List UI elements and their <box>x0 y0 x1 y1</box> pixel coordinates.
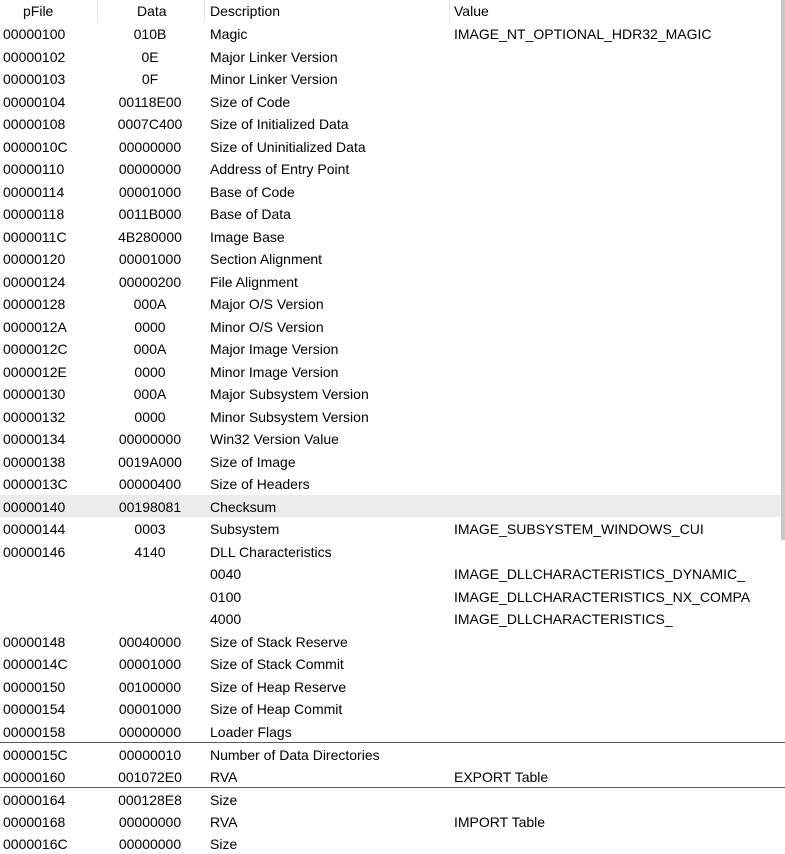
data-cell: 0003 <box>134 521 166 537</box>
description-cell: Major Subsystem Version <box>210 386 369 402</box>
table-row[interactable] <box>0 225 785 248</box>
description-cell: Checksum <box>210 498 277 515</box>
data-cell: 00000000 <box>118 813 182 830</box>
table-row[interactable] <box>0 720 785 743</box>
table-row[interactable] <box>0 202 785 225</box>
table-body <box>0 22 785 854</box>
data-cell: 0011B000 <box>118 206 182 222</box>
table-row[interactable] <box>0 427 785 450</box>
data-cell: 010B <box>133 26 167 42</box>
data-cell: 00040000 <box>118 633 182 650</box>
pfile-cell: 0000012C <box>3 341 68 357</box>
data-cell: 00000000 <box>118 723 182 740</box>
data-cell: 00118E00 <box>118 93 182 110</box>
data-cell: 0007C400 <box>117 116 183 132</box>
description-cell: Magic <box>210 26 248 42</box>
data-cell: 00001000 <box>118 701 182 717</box>
description-cell: Base of Code <box>210 183 295 200</box>
column-header <box>0 0 785 22</box>
pfile-cell: 00000102 <box>3 48 66 65</box>
pfile-cell: 00000164 <box>3 792 66 808</box>
pfile-cell: 00000110 <box>3 161 65 177</box>
table-row[interactable] <box>0 787 785 810</box>
column-header-data[interactable]: Data <box>137 3 167 19</box>
description-cell: RVA <box>210 768 238 785</box>
data-cell: 0000 <box>134 318 166 335</box>
value-cell: IMAGE_DLLCHARACTERISTICS_DYNAMIC_ <box>454 566 745 582</box>
data-cell: 000128E8 <box>118 792 182 808</box>
pfile-cell: 00000103 <box>3 71 66 87</box>
table-row[interactable] <box>0 382 785 405</box>
pfile-cell: 00000128 <box>3 296 66 312</box>
value-cell: EXPORT Table <box>454 768 549 785</box>
table-row[interactable] <box>0 360 785 383</box>
vertical-scrollbar[interactable] <box>781 0 785 540</box>
column-divider[interactable] <box>204 0 205 22</box>
pfile-cell: 00000108 <box>3 116 66 132</box>
description-cell: 4000 <box>210 611 242 627</box>
description-cell: Size of Stack Commit <box>210 656 344 672</box>
pfile-cell: 0000014C <box>3 656 68 672</box>
value-cell: IMAGE_NT_OPTIONAL_HDR32_MAGIC <box>454 26 712 42</box>
pfile-cell: 0000016C <box>3 836 68 852</box>
value-cell: IMAGE_SUBSYSTEM_WINDOWS_CUI <box>454 521 704 537</box>
pfile-cell: 00000146 <box>3 543 66 560</box>
pfile-cell: 00000130 <box>3 386 66 402</box>
pfile-cell: 0000011C <box>3 228 67 245</box>
table-row[interactable] <box>0 517 785 540</box>
table-row[interactable] <box>0 675 785 698</box>
description-cell: Minor Subsystem Version <box>210 408 369 425</box>
table-row[interactable] <box>0 810 785 833</box>
data-cell: 000A <box>133 341 167 357</box>
data-cell: 00000000 <box>118 161 182 177</box>
table-row[interactable] <box>0 630 785 653</box>
data-cell: 4140 <box>134 543 166 560</box>
table-row[interactable] <box>0 270 785 293</box>
description-cell: File Alignment <box>210 273 298 290</box>
pfile-cell: 00000100 <box>3 26 66 42</box>
description-cell: Size of Stack Reserve <box>210 633 348 650</box>
pfile-cell: 00000158 <box>3 723 66 740</box>
description-cell: DLL Characteristics <box>210 543 332 560</box>
description-cell: Subsystem <box>210 521 280 537</box>
data-cell: 00000200 <box>118 273 182 290</box>
table-row[interactable] <box>0 22 785 45</box>
pfile-cell: 0000010C <box>3 138 68 155</box>
pfile-cell: 00000160 <box>3 768 66 785</box>
pfile-cell: 00000118 <box>3 206 65 222</box>
table-row[interactable] <box>0 607 785 630</box>
table-row[interactable] <box>0 540 785 563</box>
description-cell: 0040 <box>210 566 242 582</box>
table-row[interactable] <box>0 562 785 585</box>
table-row[interactable] <box>0 742 785 765</box>
data-cell: 00000010 <box>118 747 182 763</box>
data-cell: 00001000 <box>118 656 182 672</box>
table-row[interactable] <box>0 832 785 854</box>
description-cell: Image Base <box>210 228 285 245</box>
column-header-pfile[interactable]: pFile <box>23 3 54 19</box>
table-row[interactable] <box>0 45 785 68</box>
data-cell: 00000000 <box>118 138 182 155</box>
data-cell: 00000000 <box>118 431 182 447</box>
table-row[interactable] <box>0 405 785 428</box>
data-cell: 001072E0 <box>118 768 182 785</box>
pfile-cell: 00000134 <box>3 431 66 447</box>
column-divider[interactable] <box>97 0 98 22</box>
value-cell: IMAGE_DLLCHARACTERISTICS_NX_COMPA <box>454 588 751 605</box>
description-cell: Major O/S Version <box>210 296 324 312</box>
pfile-cell: 00000150 <box>3 678 66 695</box>
description-cell: Size <box>210 836 238 852</box>
table-row[interactable] <box>0 157 785 180</box>
data-cell: 4B280000 <box>118 228 182 245</box>
table-row[interactable] <box>0 697 785 720</box>
table-row[interactable] <box>0 292 785 315</box>
table-row[interactable] <box>0 67 785 90</box>
description-cell: Size of Uninitialized Data <box>210 138 366 155</box>
table-row[interactable] <box>0 90 785 113</box>
description-cell: Section Alignment <box>210 251 323 267</box>
pfile-cell: 0000012A <box>3 318 67 335</box>
table-row[interactable] <box>0 112 785 135</box>
table-row[interactable] <box>0 450 785 473</box>
table-row[interactable] <box>0 472 785 495</box>
value-cell: IMAGE_DLLCHARACTERISTICS_ <box>454 611 673 627</box>
description-cell: Address of Entry Point <box>210 161 350 177</box>
data-cell: 000A <box>133 296 167 312</box>
pfile-cell: 0000012E <box>3 363 67 380</box>
value-cell: IMPORT Table <box>454 813 546 830</box>
pfile-cell: 0000013C <box>3 476 68 492</box>
pfile-cell: 00000104 <box>3 93 66 110</box>
data-cell: 0000 <box>134 363 166 380</box>
description-cell: 0100 <box>210 588 242 605</box>
table-row[interactable] <box>0 135 785 158</box>
description-cell: Size of Heap Commit <box>210 701 343 717</box>
table-row[interactable] <box>0 337 785 360</box>
data-cell: 000A <box>133 386 167 402</box>
pfile-cell: 00000144 <box>3 521 66 537</box>
description-cell: Size of Headers <box>210 476 310 492</box>
description-cell: Minor Linker Version <box>210 71 338 87</box>
table-row[interactable] <box>0 495 785 518</box>
pfile-cell: 00000154 <box>3 701 66 717</box>
column-header-value[interactable]: Value <box>454 3 489 19</box>
data-cell: 00001000 <box>118 183 182 200</box>
description-cell: Size of Image <box>210 453 296 470</box>
description-cell: Major Image Version <box>210 341 339 357</box>
description-cell: Major Linker Version <box>210 48 338 65</box>
pfile-cell: 00000148 <box>3 633 66 650</box>
data-cell: 0E <box>141 48 159 65</box>
data-cell: 0019A000 <box>118 453 182 470</box>
data-cell: 0000 <box>134 408 166 425</box>
description-cell: Size of Initialized Data <box>210 116 349 132</box>
table-row[interactable] <box>0 180 785 203</box>
data-cell: 00198081 <box>118 498 182 515</box>
description-cell: Size of Heap Reserve <box>210 678 347 695</box>
pfile-cell: 00000124 <box>3 273 66 290</box>
description-cell: Size of Code <box>210 93 291 110</box>
table-row[interactable] <box>0 247 785 270</box>
description-cell: Minor O/S Version <box>210 318 324 335</box>
description-cell: RVA <box>210 813 238 830</box>
pfile-cell: 00000138 <box>3 453 66 470</box>
data-cell: 00001000 <box>118 251 182 267</box>
description-cell: Minor Image Version <box>210 363 339 380</box>
pfile-cell: 00000132 <box>3 408 66 425</box>
pfile-cell: 00000140 <box>3 498 66 515</box>
table-row[interactable] <box>0 765 785 788</box>
description-cell: Win32 Version Value <box>210 431 339 447</box>
pfile-cell: 00000168 <box>3 813 66 830</box>
data-cell: 00000400 <box>118 476 182 492</box>
table-row[interactable] <box>0 652 785 675</box>
data-cell: 00100000 <box>118 678 182 695</box>
description-cell: Size <box>210 792 238 808</box>
data-cell: 00000000 <box>118 836 182 852</box>
pfile-cell: 0000015C <box>3 747 68 763</box>
data-cell: 0F <box>141 71 159 87</box>
table-row[interactable] <box>0 585 785 608</box>
description-cell: Base of Data <box>210 206 291 222</box>
column-header-description[interactable]: Description <box>210 3 281 19</box>
table-row[interactable] <box>0 315 785 338</box>
description-cell: Number of Data Directories <box>210 747 380 763</box>
pfile-cell: 00000114 <box>3 183 65 200</box>
description-cell: Loader Flags <box>210 723 292 740</box>
column-divider[interactable] <box>449 0 450 22</box>
pfile-cell: 00000120 <box>3 251 66 267</box>
